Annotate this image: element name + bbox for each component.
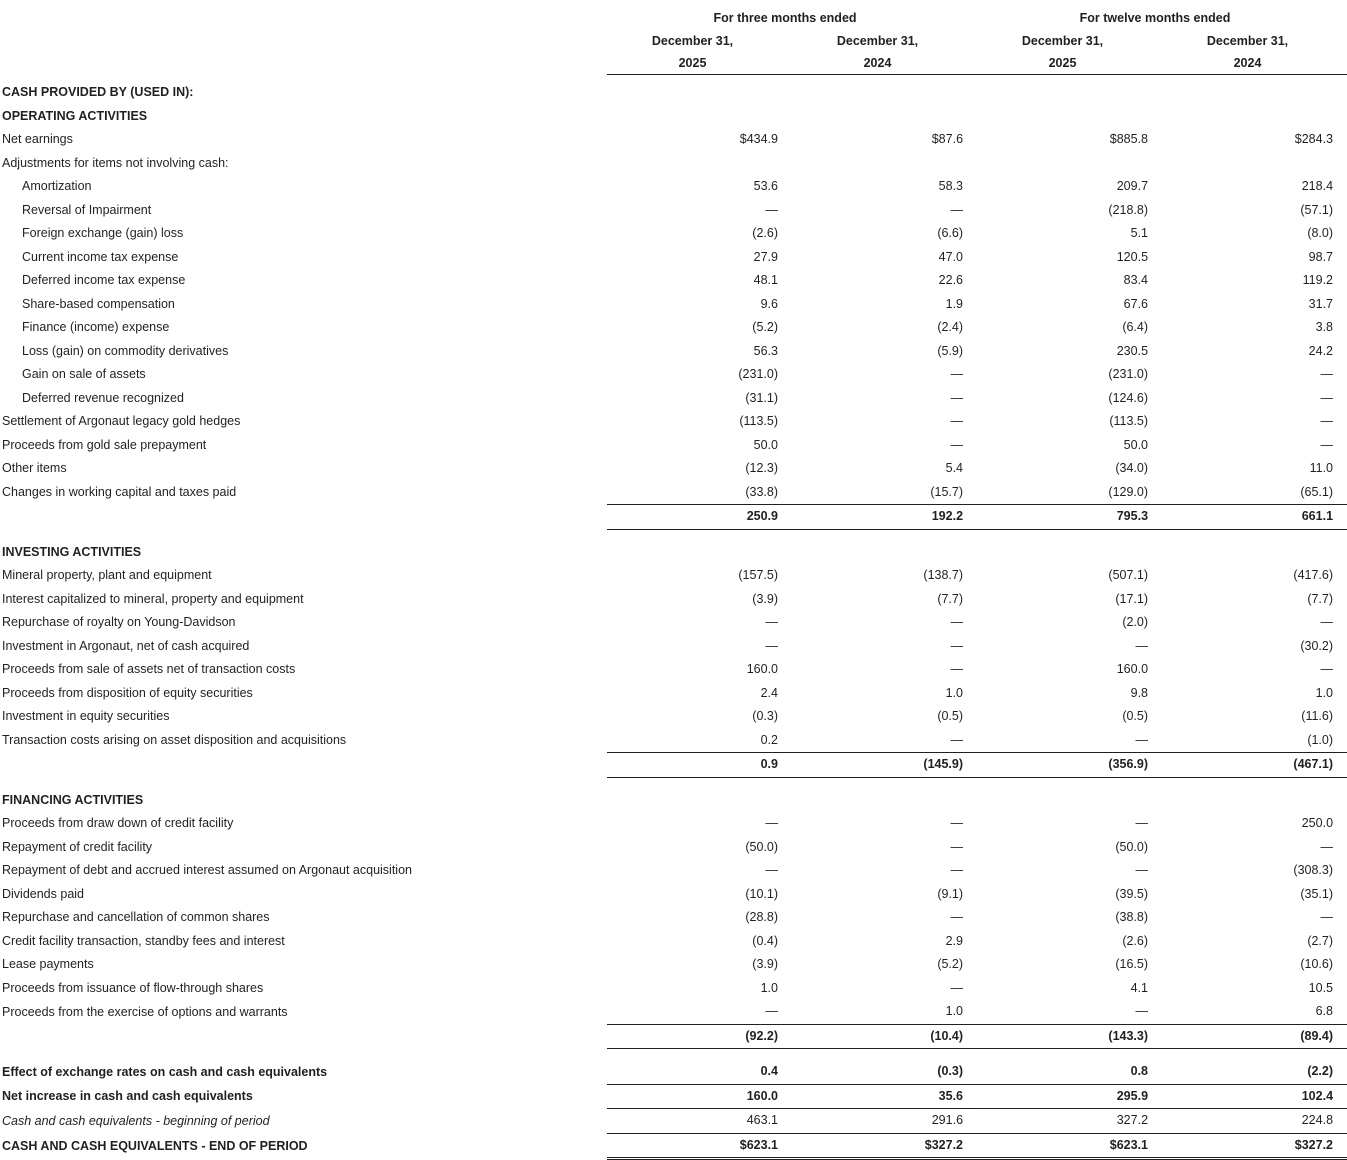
data-row (0, 293, 1347, 317)
row-label: Deferred revenue recognized (22, 390, 184, 405)
row-label: Adjustments for items not involving cash: (2, 155, 229, 170)
row-value-col2 (792, 541, 977, 565)
row-label: Proceeds from disposition of equity securities (2, 685, 253, 700)
row-value-col1: 1.0 (760, 980, 778, 995)
row-label: Mineral property, plant and equipment (2, 568, 212, 582)
row-value-col1: 0.9 (607, 753, 792, 778)
row-value-col3: — (1135, 732, 1149, 747)
section-total-row (0, 505, 1347, 530)
row-value-col2: — (950, 414, 964, 428)
row-value-col2: 1.0 (945, 1004, 964, 1018)
row-value-col2: 1.9 (945, 296, 964, 311)
row-label: Gain on sale of assets (22, 367, 146, 381)
header-col2-date: December 31, (836, 34, 919, 48)
row-value-col1: (5.2) (752, 320, 778, 334)
header-date-row-1 (0, 30, 1347, 52)
row-value-col4: (7.7) (1307, 591, 1334, 606)
row-value-col4: — (1320, 615, 1334, 629)
row-value-col1: (231.0) (738, 367, 778, 381)
row-value-col2: — (950, 863, 964, 877)
row-value-col4: — (1320, 662, 1334, 676)
row-value-col2: — (950, 615, 964, 629)
row-label: Loss (gain) on commodity derivatives (22, 343, 229, 358)
row-value-col4: — (1320, 910, 1334, 924)
row-value-col2: — (950, 980, 964, 995)
row-label: Deferred income tax expense (22, 273, 186, 287)
row-value-col2: $327.2 (792, 1133, 977, 1159)
row-value-col1 (607, 105, 792, 129)
row-value-col2: (6.6) (937, 226, 964, 240)
row-label: Repurchase of royalty on Young-Davidson (2, 615, 236, 629)
row-label: Net earnings (2, 132, 73, 146)
row-value-col1: — (765, 615, 778, 629)
row-label: Proceeds from sale of assets net of transaction costs (2, 662, 296, 676)
row-value-col3: (6.4) (1122, 320, 1149, 334)
row-value-col3: (16.5) (1115, 957, 1149, 971)
row-value-col2: — (950, 910, 964, 924)
data-row (0, 199, 1347, 223)
row-value-col1 (607, 152, 792, 176)
row-value-col4: $327.2 (1162, 1133, 1347, 1159)
row-value-col2: — (950, 367, 964, 381)
row-value-col4: — (1320, 414, 1334, 428)
data-row (0, 564, 1347, 588)
row-value-col1: 0.2 (760, 732, 778, 747)
row-label: Repayment of debt and accrued interest assumed on Argonaut acquisition (2, 863, 412, 877)
footer-row (0, 1133, 1347, 1159)
section-heading-row (0, 789, 1347, 813)
row-label: CASH AND CASH EQUIVALENTS - END OF PERIOD (2, 1139, 308, 1153)
row-value-col1: 160.0 (746, 662, 778, 676)
data-row (0, 812, 1347, 836)
row-value-col2: $87.6 (931, 132, 964, 146)
row-value-col1: — (765, 202, 778, 217)
row-value-col4: — (1320, 437, 1334, 452)
row-value-col3: 795.3 (977, 505, 1162, 530)
row-value-col2: — (950, 816, 964, 830)
row-label (0, 505, 607, 530)
row-value-col1: (113.5) (739, 414, 778, 428)
row-label: Repayment of credit facility (2, 839, 153, 854)
data-row (0, 457, 1347, 481)
data-row (0, 705, 1347, 729)
row-value-col1: $434.9 (739, 132, 778, 146)
row-value-col4: (467.1) (1162, 753, 1347, 778)
row-value-col2 (792, 81, 977, 105)
row-value-col4: (30.2) (1300, 638, 1334, 653)
header-col2-year: 2024 (792, 52, 977, 75)
header-date-row-2 (0, 52, 1347, 75)
row-label: CASH PROVIDED BY (USED IN): (2, 85, 194, 99)
row-label: Net increase in cash and cash equivalents (2, 1089, 253, 1103)
row-value-col3: (129.0) (1108, 484, 1149, 499)
row-value-col4: (2.7) (1307, 933, 1334, 948)
data-row (0, 340, 1347, 364)
row-value-col2: 1.0 (945, 685, 964, 700)
row-value-col3: (124.6) (1108, 390, 1149, 405)
row-value-col3: (218.8) (1108, 202, 1149, 217)
row-value-col3: 67.6 (1123, 296, 1149, 311)
row-value-col2: (9.1) (937, 886, 964, 901)
row-label: Investment in equity securities (2, 709, 170, 723)
row-value-col1: 50.0 (753, 437, 778, 452)
row-value-col3 (977, 152, 1162, 176)
row-value-col1: (50.0) (745, 839, 778, 854)
header-col4-date: December 31, (1206, 34, 1289, 48)
row-value-col4: 24.2 (1308, 343, 1334, 358)
data-row (0, 977, 1347, 1001)
row-value-col2: 22.6 (938, 273, 964, 287)
row-value-col3 (977, 789, 1162, 813)
row-value-col4: 102.4 (1162, 1084, 1347, 1109)
row-label: Investment in Argonaut, net of cash acquired (2, 638, 250, 653)
section-heading-row (0, 541, 1347, 565)
row-value-col2: (2.4) (937, 320, 964, 334)
section-gap (0, 1049, 1347, 1061)
row-value-col3: — (1135, 816, 1149, 830)
row-value-col3 (977, 541, 1162, 565)
row-value-col4 (1162, 152, 1347, 176)
row-label: Proceeds from issuance of flow-through shares (2, 980, 264, 995)
row-value-col1: (12.3) (745, 461, 778, 475)
row-value-col1 (607, 81, 792, 105)
row-value-col4: 119.2 (1302, 273, 1334, 287)
row-value-col4: 218.4 (1301, 179, 1334, 193)
header-col1-year: 2025 (607, 52, 792, 75)
row-value-col2: 58.3 (938, 179, 964, 193)
row-value-col1: — (765, 863, 778, 877)
row-value-col4: (308.3) (1293, 863, 1334, 877)
row-label (0, 1024, 607, 1049)
row-value-col1: 48.1 (753, 273, 778, 287)
row-value-col1: (10.1) (745, 886, 778, 901)
row-value-col4: (2.2) (1162, 1060, 1347, 1084)
row-value-col2: — (950, 839, 964, 854)
row-value-col3: (17.1) (1115, 591, 1149, 606)
row-value-col3: 230.5 (1116, 343, 1149, 358)
row-value-col3: 9.8 (1130, 685, 1149, 700)
row-value-col2: (7.7) (937, 591, 964, 606)
row-value-col3: 83.4 (1123, 273, 1149, 287)
row-value-col3: 120.5 (1116, 249, 1149, 264)
row-value-col2: (0.5) (937, 709, 964, 723)
data-row (0, 859, 1347, 883)
row-value-col2: 192.2 (792, 505, 977, 530)
data-row (0, 316, 1347, 340)
row-label: Interest capitalized to mineral, property and equipment (2, 591, 304, 606)
row-value-col3: $623.1 (977, 1133, 1162, 1159)
data-row (0, 128, 1347, 152)
row-value-col3: (2.0) (1122, 615, 1149, 629)
row-value-col3: — (1135, 863, 1149, 877)
header-col1-date: December 31, (651, 34, 734, 48)
row-value-col4: 1.0 (1315, 685, 1334, 700)
row-label: FINANCING ACTIVITIES (2, 792, 144, 807)
section-gap (0, 529, 1347, 541)
row-value-col4: (65.1) (1300, 484, 1334, 499)
row-value-col3: (143.3) (977, 1024, 1162, 1049)
row-value-col3: $885.8 (1109, 132, 1149, 146)
row-value-col4: (8.0) (1307, 226, 1334, 240)
row-value-col4: (57.1) (1300, 202, 1334, 217)
row-value-col3: 0.8 (977, 1060, 1162, 1084)
header-col4-year: 2024 (1162, 52, 1347, 75)
row-label: Reversal of Impairment (22, 202, 152, 217)
data-row (0, 434, 1347, 458)
row-label: Finance (income) expense (22, 320, 170, 334)
row-value-col1: (0.4) (752, 933, 778, 948)
row-value-col3: 4.1 (1130, 980, 1149, 995)
row-value-col1: 9.6 (760, 296, 778, 311)
row-value-col3: 160.0 (1116, 662, 1149, 676)
data-row (0, 410, 1347, 434)
header-col3-year: 2025 (977, 52, 1162, 75)
data-row (0, 175, 1347, 199)
section-total-row (0, 1024, 1347, 1049)
header-group-1: For three months ended (713, 11, 857, 25)
row-value-col3: 327.2 (1116, 1113, 1149, 1127)
row-value-col4: (417.6) (1293, 568, 1334, 582)
row-value-col4: — (1320, 839, 1334, 854)
data-row (0, 635, 1347, 659)
data-row (0, 246, 1347, 270)
row-value-col3: 50.0 (1123, 437, 1149, 452)
row-value-col1: 53.6 (753, 179, 778, 193)
row-value-col4: (11.6) (1301, 709, 1334, 723)
row-value-col3: (356.9) (977, 753, 1162, 778)
row-value-col2: — (950, 390, 964, 405)
row-value-col3: 295.9 (977, 1084, 1162, 1109)
row-value-col3: (231.0) (1108, 367, 1149, 381)
row-label: Proceeds from draw down of credit facility (2, 816, 234, 830)
data-row (0, 152, 1347, 176)
footer-row (0, 1109, 1347, 1134)
row-value-col2: — (950, 732, 964, 747)
section-total-row (0, 753, 1347, 778)
row-value-col4: (89.4) (1162, 1024, 1347, 1049)
row-value-col4 (1162, 789, 1347, 813)
row-value-col1: 463.1 (746, 1113, 778, 1127)
row-value-col3: (113.5) (1109, 414, 1149, 428)
row-value-col3: (39.5) (1115, 886, 1149, 901)
row-value-col2: 2.9 (945, 933, 964, 948)
row-label: OPERATING ACTIVITIES (2, 108, 148, 123)
row-value-col1: 56.3 (753, 343, 778, 358)
row-value-col4: (10.6) (1300, 957, 1334, 971)
row-value-col3: (0.5) (1122, 709, 1149, 723)
data-row (0, 481, 1347, 505)
data-row (0, 658, 1347, 682)
data-row (0, 906, 1347, 930)
row-value-col1: $623.1 (607, 1133, 792, 1159)
row-value-col1: (28.8) (745, 910, 778, 924)
data-row (0, 883, 1347, 907)
footer-row (0, 1060, 1347, 1084)
data-row (0, 611, 1347, 635)
row-label: Foreign exchange (gain) loss (22, 226, 184, 240)
row-label: Lease payments (2, 957, 94, 971)
row-value-col1: (2.6) (752, 226, 778, 240)
row-value-col2 (792, 105, 977, 129)
row-value-col4: 98.7 (1308, 249, 1334, 264)
row-value-col3: (34.0) (1115, 461, 1149, 475)
row-value-col2: (10.4) (792, 1024, 977, 1049)
row-label: Credit facility transaction, standby fees and interest (2, 933, 285, 948)
data-row (0, 1000, 1347, 1024)
row-value-col2: 291.6 (931, 1113, 964, 1127)
row-label: Current income tax expense (22, 249, 179, 264)
header-spacer (0, 30, 607, 52)
row-value-col3: (2.6) (1122, 933, 1149, 948)
row-value-col2: (0.3) (792, 1060, 977, 1084)
row-value-col4: — (1320, 367, 1334, 381)
row-label: Effect of exchange rates on cash and cash equivalents (2, 1064, 328, 1079)
row-value-col3 (977, 81, 1162, 105)
row-value-col2: 5.4 (945, 461, 964, 475)
row-value-col4 (1162, 81, 1347, 105)
row-label: Cash and cash equivalents - beginning of period (2, 1113, 270, 1128)
row-value-col1: (3.9) (752, 957, 778, 971)
row-value-col1: — (765, 1004, 778, 1018)
row-value-col2: (5.9) (937, 343, 964, 358)
data-row (0, 387, 1347, 411)
row-label: INVESTING ACTIVITIES (2, 544, 142, 559)
row-value-col4: 31.7 (1308, 296, 1334, 311)
row-value-col1: (92.2) (607, 1024, 792, 1049)
row-value-col2 (792, 789, 977, 813)
data-row (0, 363, 1347, 387)
row-label: Settlement of Argonaut legacy gold hedges (2, 414, 241, 428)
row-value-col1: (0.3) (752, 709, 778, 723)
row-label: Other items (2, 461, 67, 475)
row-value-col4: 250.0 (1301, 816, 1334, 830)
row-value-col1: 160.0 (607, 1084, 792, 1109)
row-value-col1: (31.1) (745, 390, 778, 405)
row-label (0, 753, 607, 778)
row-value-col3: (507.1) (1108, 568, 1149, 582)
row-value-col1 (607, 541, 792, 565)
header-spacer (0, 52, 607, 75)
data-row (0, 729, 1347, 753)
row-value-col2: — (950, 662, 964, 676)
data-row (0, 588, 1347, 612)
row-label: Dividends paid (2, 886, 84, 901)
row-value-col1 (607, 789, 792, 813)
row-value-col4 (1162, 105, 1347, 129)
row-value-col3: 5.1 (1130, 226, 1149, 240)
row-value-col1: — (765, 638, 778, 653)
data-row (0, 682, 1347, 706)
header-spacer (0, 6, 607, 30)
row-value-col2: (15.7) (930, 484, 964, 499)
row-value-col2: 35.6 (792, 1084, 977, 1109)
data-row (0, 953, 1347, 977)
row-label: Proceeds from gold sale prepayment (2, 437, 207, 452)
row-value-col3: (38.8) (1115, 910, 1149, 924)
row-value-col1: 27.9 (753, 249, 778, 264)
row-value-col1: (33.8) (745, 484, 778, 499)
row-value-col2: 47.0 (938, 249, 964, 264)
data-row (0, 222, 1347, 246)
row-label: Proceeds from the exercise of options and warrants (2, 1004, 288, 1019)
header-col3-date: December 31, (1021, 34, 1104, 48)
row-value-col2: — (950, 437, 964, 452)
row-label: Transaction costs arising on asset disposition and acquisitions (2, 733, 347, 747)
cash-flow-table (0, 6, 1347, 1160)
row-value-col4: (1.0) (1307, 732, 1334, 747)
statement-title-row (0, 81, 1347, 105)
row-value-col1: — (765, 816, 778, 830)
section-heading-row (0, 105, 1347, 129)
row-value-col4: 224.8 (1301, 1113, 1334, 1127)
data-row (0, 269, 1347, 293)
row-value-col4: 11.0 (1309, 461, 1334, 475)
row-value-col4: 10.5 (1308, 980, 1334, 995)
row-value-col2: — (950, 638, 964, 653)
row-label: Amortization (22, 179, 92, 193)
section-gap (0, 777, 1347, 789)
data-row (0, 930, 1347, 954)
row-value-col3: — (1135, 638, 1149, 653)
row-value-col4 (1162, 541, 1347, 565)
row-label: Changes in working capital and taxes paid (2, 485, 237, 499)
row-label: Repurchase and cancellation of common shares (2, 910, 270, 924)
row-value-col1: (157.5) (738, 568, 778, 582)
row-value-col1: 250.9 (607, 505, 792, 530)
row-value-col3 (977, 105, 1162, 129)
row-value-col4: 661.1 (1162, 505, 1347, 530)
row-value-col1: (3.9) (752, 591, 778, 606)
row-value-col2: (145.9) (792, 753, 977, 778)
row-value-col1: 2.4 (760, 685, 778, 700)
row-value-col2: (138.7) (923, 568, 964, 582)
row-label: Share-based compensation (22, 296, 175, 311)
row-value-col2: (5.2) (937, 957, 964, 971)
row-value-col2 (792, 152, 977, 176)
row-value-col2: — (950, 202, 964, 217)
row-value-col4: $284.3 (1294, 132, 1334, 146)
row-value-col3: (50.0) (1115, 839, 1149, 854)
row-value-col1: 0.4 (607, 1060, 792, 1084)
row-value-col4: 6.8 (1315, 1004, 1334, 1018)
footer-row (0, 1084, 1347, 1109)
row-value-col3: — (1135, 1004, 1149, 1018)
header-group-2: For twelve months ended (1079, 11, 1231, 25)
row-value-col4: 3.8 (1315, 320, 1334, 334)
row-value-col4: (35.1) (1300, 886, 1334, 901)
header-group-row (0, 6, 1347, 30)
row-value-col4: — (1320, 390, 1334, 405)
row-value-col3: 209.7 (1116, 179, 1149, 193)
data-row (0, 836, 1347, 860)
